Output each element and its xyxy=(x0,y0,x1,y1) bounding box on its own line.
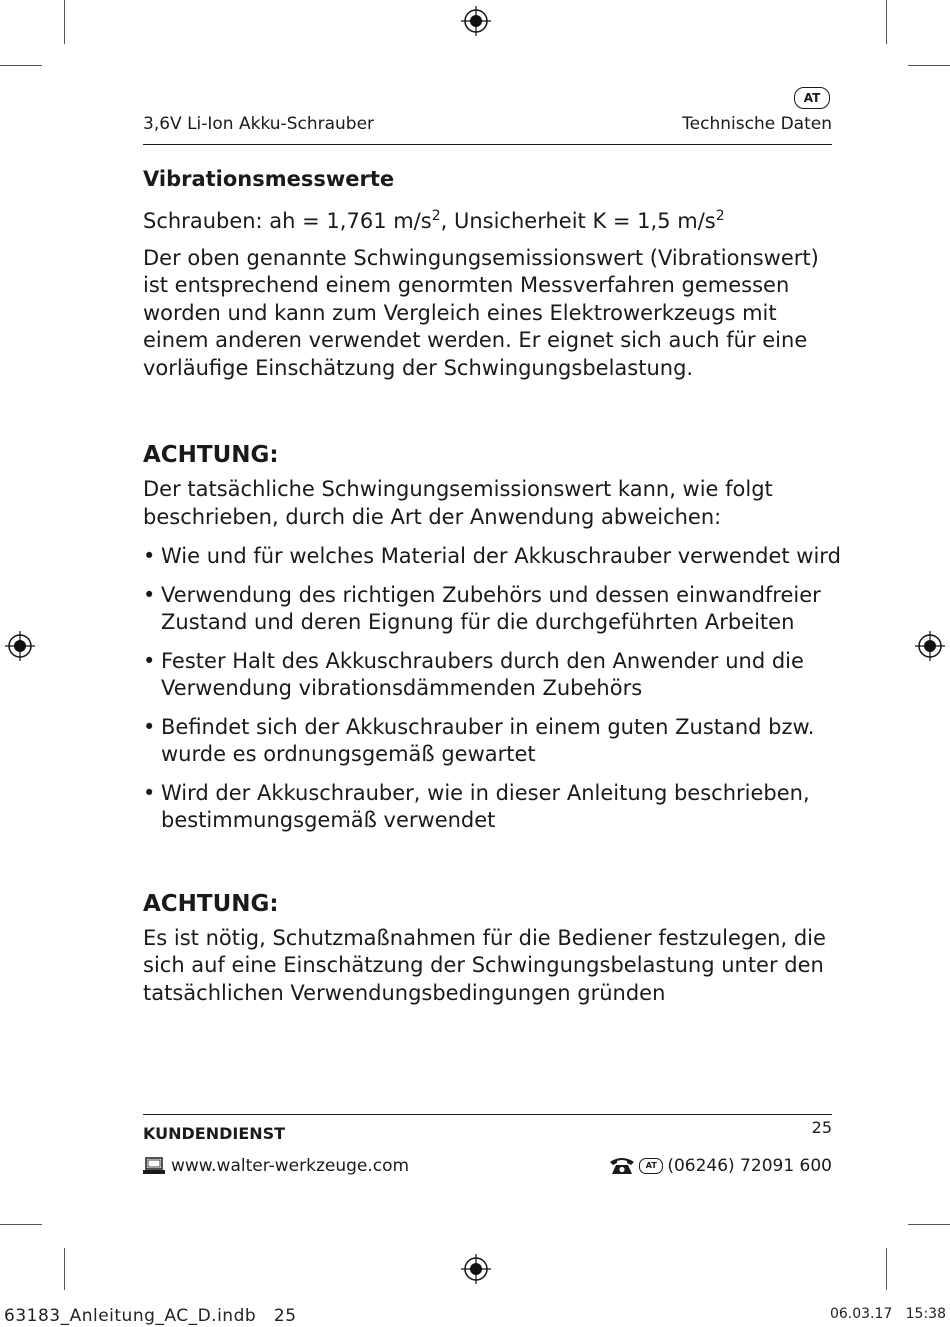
vibration-measurement xyxy=(143,203,843,236)
factor-list xyxy=(143,543,843,835)
phone-country-badge: AT xyxy=(639,1158,663,1174)
warning-paragraph: Es ist nötig, Schutzmaßnahmen für die Bediener festzulegen, die sich auf eine Einschätzung der Schwingungsbelastung unter den tatsächlichen Verwendungsbedingungen gründen xyxy=(143,925,826,1005)
footer-website xyxy=(143,1156,409,1176)
page-content xyxy=(143,164,843,1016)
list-item-text: Fester Halt des Akkuschraubers durch den Anwender und die Verwendung vibrationsdämmenden Zubehörs xyxy=(161,648,804,700)
header-divider xyxy=(143,144,832,145)
section-title: Technische Daten xyxy=(682,114,832,134)
vibration-paragraph: Der oben genannte Schwingungsemissionswert (Vibrationswert) ist entsprechend einem genormten Messverfahren gemessen worden und kann zum Vergleich eines Elektrowerkzeugs mit einem anderen verwendet werden. Er eignet sich auch für eine vorläufige Einschätzung der Schwingungsbelastung. xyxy=(143,245,819,380)
warning-heading: ACHTUNG: xyxy=(143,890,279,917)
website-link[interactable]: www.walter-werkzeuge.com xyxy=(171,1156,410,1176)
list-item-text: Wie und für welches Material der Akkuschrauber verwendet wird xyxy=(161,544,841,568)
registration-mark-top-icon xyxy=(461,6,491,36)
bullet: • xyxy=(143,582,156,607)
exponent: 2 xyxy=(431,208,441,224)
registration-mark-left-icon xyxy=(5,631,35,661)
registration-mark-bottom-icon xyxy=(461,1254,491,1284)
bullet: • xyxy=(143,648,156,673)
list-item xyxy=(143,648,843,703)
list-item-text: Verwendung des richtigen Zubehörs und dessen einwandfreier Zustand und deren Eignung für die durchgeführten Arbeiten xyxy=(161,582,821,634)
footer-phone xyxy=(609,1156,832,1176)
print-slug-date: 06.03.17 15:38 xyxy=(829,1306,946,1322)
print-slug-file: 63183_Anleitung_AC_D.indb 25 xyxy=(4,1306,297,1326)
page-number: 25 xyxy=(811,1118,832,1137)
list-item-text: Befindet sich der Akkuschrauber in einem guten Zustand bzw. wurde es ordnungsgemäß gewartet xyxy=(161,714,815,766)
list-item xyxy=(143,582,843,637)
vibration-heading: Vibrationsmesswerte xyxy=(143,167,395,191)
bullet: • xyxy=(143,714,156,739)
bullet: • xyxy=(143,544,156,568)
footer-divider xyxy=(143,1114,832,1115)
country-badge: AT xyxy=(794,87,830,109)
telephone-icon xyxy=(609,1156,635,1176)
list-item xyxy=(143,780,843,835)
measurement-prefix: Schrauben: ah = 1,761 m/s xyxy=(143,209,432,233)
warning-heading: ACHTUNG: xyxy=(143,442,279,468)
exponent: 2 xyxy=(715,208,725,224)
phone-number[interactable]: (06246) 72091 600 xyxy=(667,1156,832,1176)
list-item xyxy=(143,543,843,571)
bullet: • xyxy=(143,780,156,805)
measurement-uncertainty: , Unsicherheit K = 1,5 m/s xyxy=(440,209,716,233)
list-item xyxy=(143,714,843,769)
laptop-icon xyxy=(143,1156,165,1176)
product-title: 3,6V Li-Ion Akku-Schrauber xyxy=(143,114,375,134)
list-item-text: Wird der Akkuschrauber, wie in dieser Anleitung beschrieben, bestimmungsgemäß verwendet xyxy=(161,780,810,832)
registration-mark-right-icon xyxy=(915,631,945,661)
footer-title: KUNDENDIENST xyxy=(143,1124,286,1143)
warning-intro: Der tatsächliche Schwingungsemissionswert kann, wie folgt beschrieben, durch die Art der Anwendung abweichen: xyxy=(143,477,773,529)
